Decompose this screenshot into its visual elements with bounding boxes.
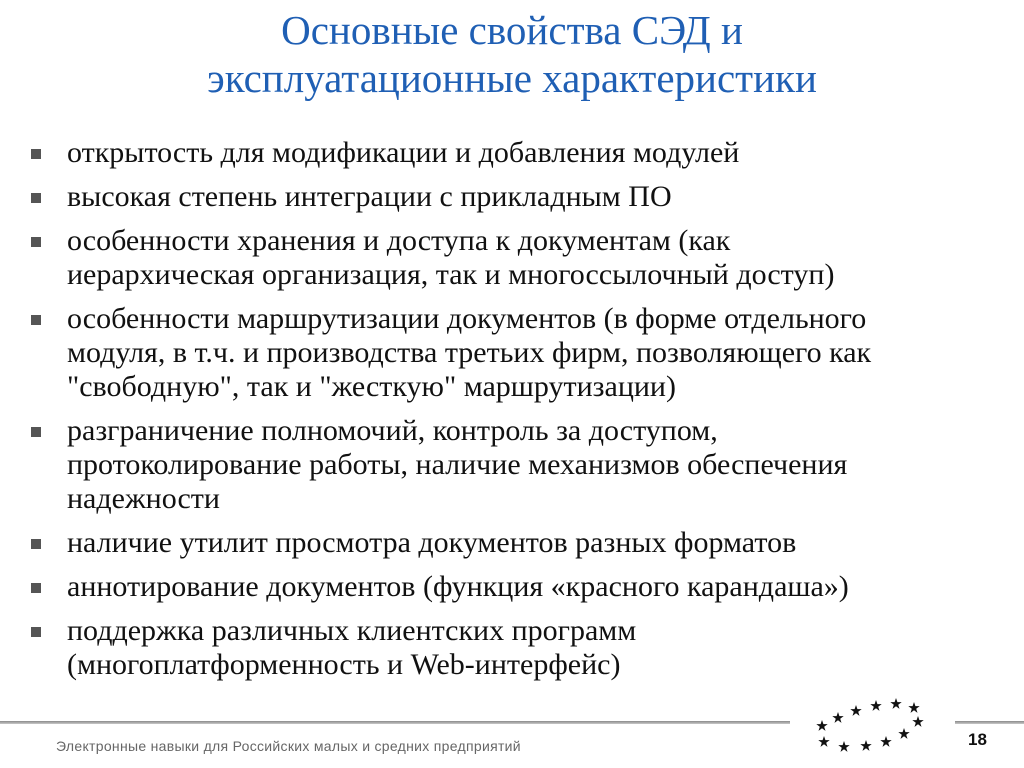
square-bullet-icon [31, 427, 41, 437]
footer-divider [0, 721, 790, 724]
bullet-text-line: особенности маршрутизации документов (в форме отдельного [67, 302, 867, 335]
bullet-item [30, 570, 1005, 604]
star-icon [832, 712, 843, 723]
bullet-text-line: поддержка различных клиентских программ [67, 614, 637, 647]
eu-stars-icon [800, 692, 930, 754]
bullet-item [30, 224, 1005, 292]
bullet-item [30, 526, 1005, 560]
star-icon [838, 741, 849, 752]
square-bullet-icon [31, 627, 41, 637]
star-icon [818, 736, 829, 747]
bullet-list [30, 136, 1005, 692]
bullet-text-line: "свободную", так и "жесткую" маршрутизации) [67, 370, 676, 403]
slide-title-line-2: эксплуатационные характеристики [207, 55, 817, 101]
star-icon [908, 702, 919, 713]
slide-title-line-1: Основные свойства СЭД и [281, 7, 743, 53]
bullet-text-line: аннотирование документов (функция «красного карандаша») [67, 570, 849, 603]
bullet-item [30, 302, 1005, 404]
bullet-text-line: надежности [67, 482, 220, 515]
square-bullet-icon [31, 193, 41, 203]
bullet-text-line: наличие утилит просмотра документов разных форматов [67, 526, 797, 559]
square-bullet-icon [31, 315, 41, 325]
star-icon [912, 716, 923, 727]
bullet-item [30, 180, 1005, 214]
star-icon [898, 728, 909, 739]
star-icon [890, 698, 901, 709]
bullet-item [30, 136, 1005, 170]
star-icon [850, 705, 861, 716]
bullet-text-line: открытость для модификации и добавления модулей [67, 136, 740, 169]
star-icon [880, 736, 891, 747]
bullet-text-line: (многоплатформенность и Web-интерфейс) [67, 648, 621, 681]
bullet-text-line: протоколирование работы, наличие механизмов обеспечения [67, 448, 848, 481]
bullet-item [30, 614, 1005, 682]
bullet-text-line: модуля, в т.ч. и производства третьих фирм, позволяющего как [67, 336, 872, 369]
slide-title [0, 6, 1024, 102]
footer-divider-right [955, 721, 1024, 724]
bullet-text-line: разграничение полномочий, контроль за доступом, [67, 414, 718, 447]
page-number: 18 [968, 730, 987, 749]
star-icon [860, 740, 871, 751]
bullet-text-line: иерархическая организация, так и многоссылочный доступ) [67, 258, 835, 291]
square-bullet-icon [31, 539, 41, 549]
square-bullet-icon [31, 583, 41, 593]
bullet-text-line: особенности хранения и доступа к документам (как [67, 224, 731, 257]
footer-text: Электронные навыки для Российских малых и средних предприятий [56, 738, 521, 754]
bullet-item [30, 414, 1005, 516]
star-icon [870, 700, 881, 711]
star-icon [816, 720, 827, 731]
square-bullet-icon [31, 149, 41, 159]
square-bullet-icon [31, 237, 41, 247]
bullet-text-line: высокая степень интеграции с прикладным ПО [67, 180, 672, 213]
